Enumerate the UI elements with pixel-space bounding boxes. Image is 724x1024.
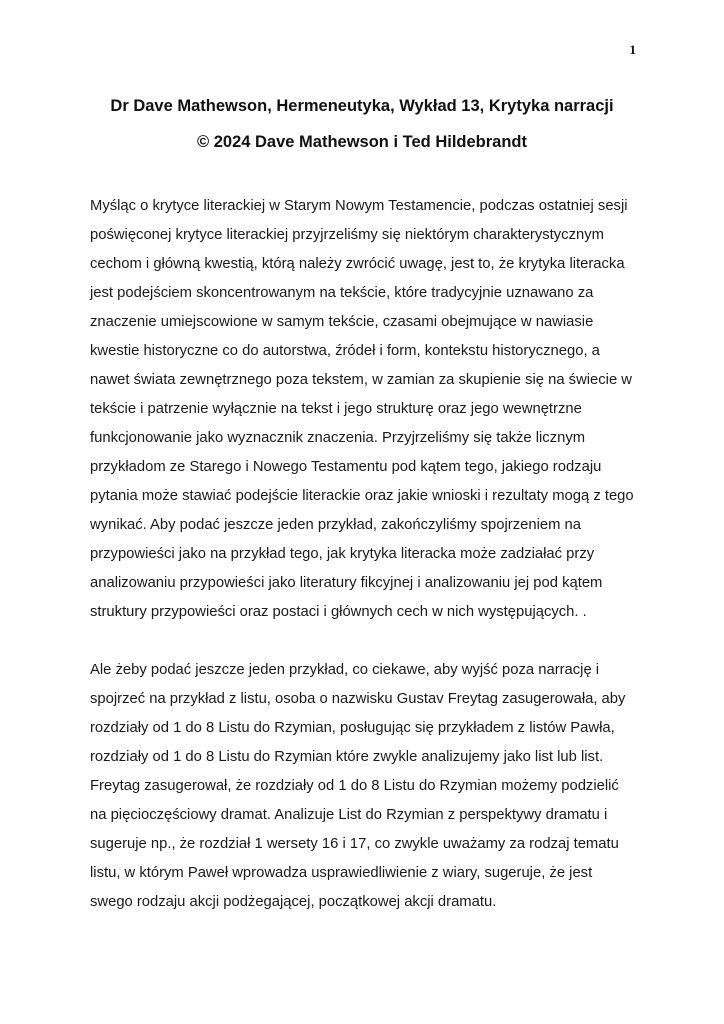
document-title-line-2: © 2024 Dave Mathewson i Ted Hildebrandt: [196, 133, 528, 151]
document-body: [90, 160, 636, 917]
document-title-block: [90, 0, 634, 160]
paragraph-1: Myśląc o krytyce literackiej w Starym Nowym Testamencie, podczas ostatniej sesji poświęconej krytyce literackiej przyjrzeliśmy się niektórym charakterystycznym cechom i główną kwestią, którą należy zwrócić uwagę, jest to, że krytyka literacka jest podejściem skoncentrowanym na tekście, które tradycyjnie uznawano za znaczenie umiejscowione w samym tekście, czasami obejmujące w nawiasie kwestie historyczne co do autorstwa, źródeł i form, kontekstu historycznego, a nawet świata zewnętrznego poza tekstem, w zamian za skupienie się na świecie w tekście i patrzenie wyłącznie na tekst i jego strukturę oraz jego wewnętrzne funkcjonowanie jako wyznacznik znaczenia. Przyjrzeliśmy się także licznym przykładom ze Starego i Nowego Testamentu pod kątem tego, jakiego rodzaju pytania może stawiać podejście literackie oraz jakie wnioski i rezultaty mogą z tego wynikać. Aby podać jeszcze jeden przykład, zakończyliśmy spojrzeniem na przypowieści jako na przykład tego, jak krytyka literacka może zadziałać przy analizowaniu przypowieści jako literatury fikcyjnej i analizowaniu jej pod kątem struktury przypowieści oraz postaci i głównych cech w nich występujących. .: [90, 198, 634, 620]
page-number: 1: [629, 42, 636, 57]
document-title-line-1: Dr Dave Mathewson, Hermeneutyka, Wykład 13, Krytyka narracji: [110, 97, 614, 115]
paragraph-2: Ale żeby podać jeszcze jeden przykład, co ciekawe, aby wyjść poza narrację i spojrzeć na przykład z listu, osoba o nazwisku Gustav Freytag zasugerowała, aby rozdziały od 1 do 8 Listu do Rzymian, posługując się przykładem z listów Pawła, rozdziały od 1 do 8 Listu do Rzymian które zwykle analizujemy jako list lub list. Freytag zasugerował, że rozdziały od 1 do 8 Listu do Rzymian możemy podzielić na pięcioczęściowy dramat. Analizuje List do Rzymian z perspektywy dramatu i sugeruje np., że rozdział 1 wersety 16 i 17, co zwykle uważamy za rodzaj tematu listu, w którym Paweł wprowadza usprawiedliwienie z wiary, sugeruje, że jest swego rodzaju akcji podżegającej, początkowej akcji dramatu.: [90, 662, 626, 910]
